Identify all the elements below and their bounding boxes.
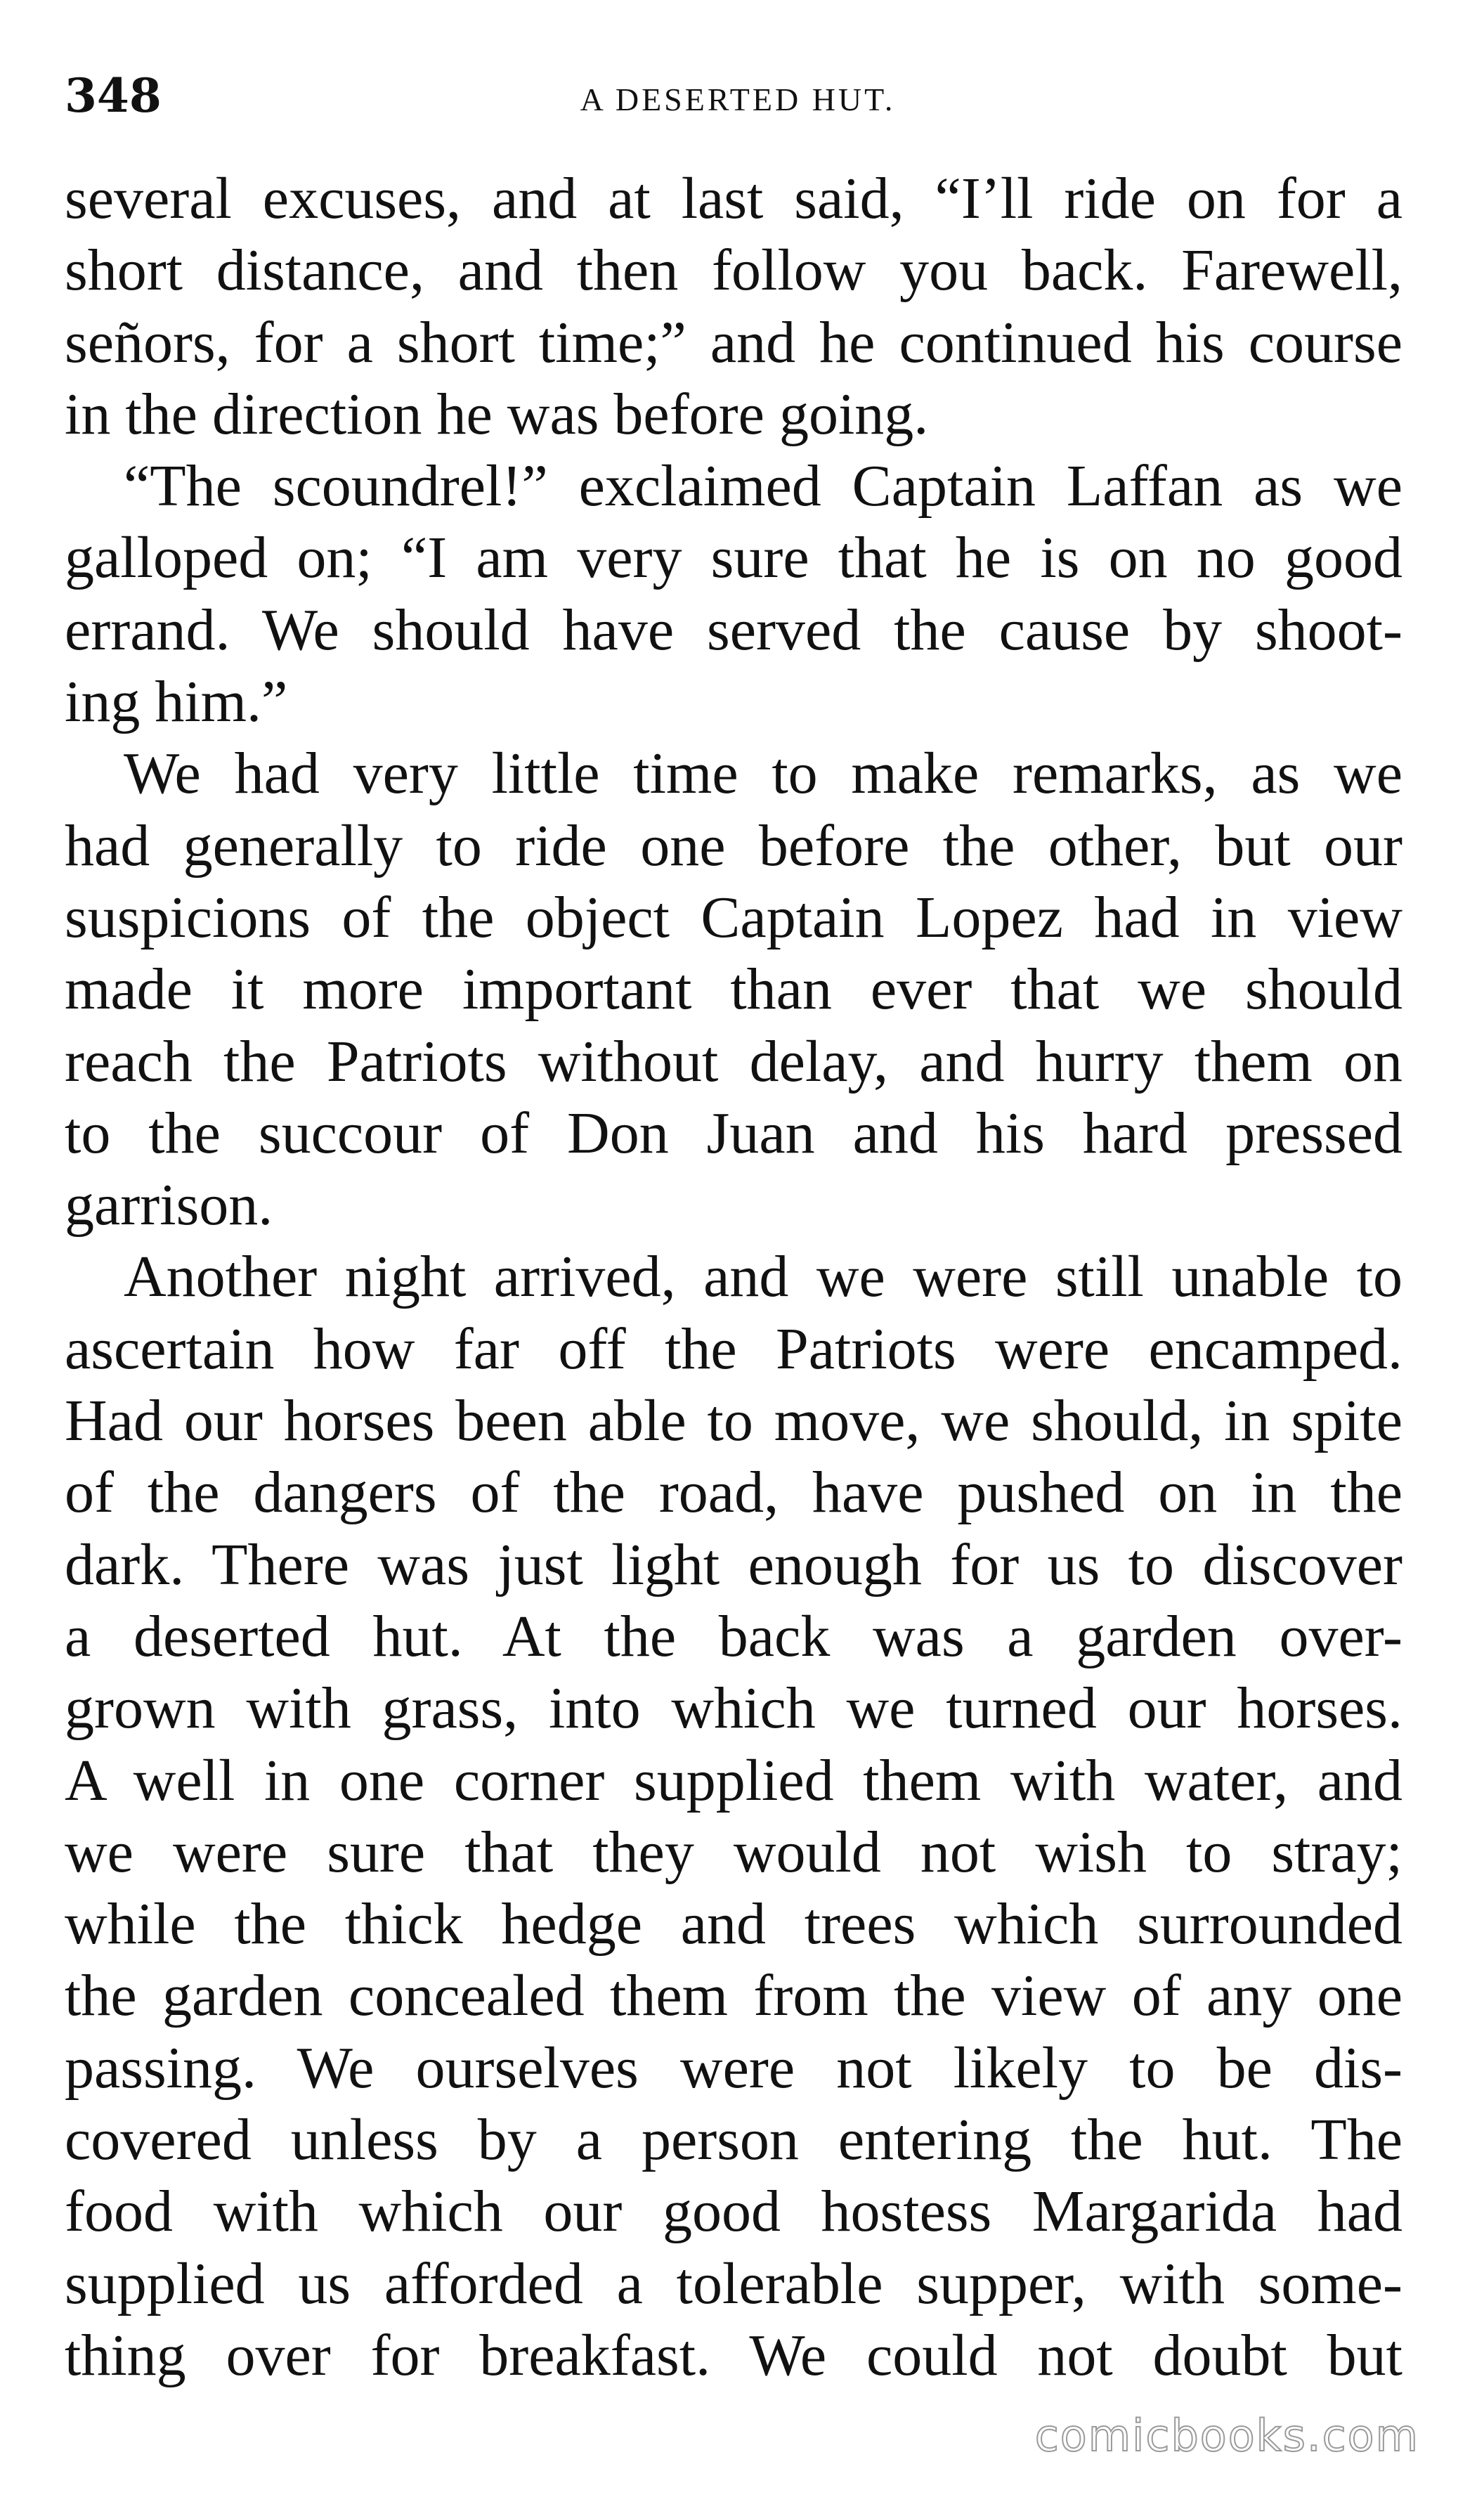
text-line: grown with grass, into which we turned our horses. (65, 1675, 1402, 1742)
text-line: garrison. (65, 1172, 273, 1238)
paragraph-3 (65, 738, 1402, 1241)
text-line: made it more important than ever that we should (65, 957, 1402, 1023)
paragraph-4 (65, 1241, 1402, 2392)
text-line: in the direction he was before going. (65, 381, 929, 447)
text-line (65, 1241, 1402, 1313)
text-line: a deserted hut. At the back was a garden over- (65, 1603, 1402, 1669)
text-line: A well in one corner supplied them with water, and (65, 1747, 1402, 1813)
page-number: 348 (65, 68, 162, 123)
text-line: Had our horses been able to move, we should, in spite (65, 1388, 1402, 1454)
text-line: several excuses, and at last said, “I’ll ride on for a (65, 166, 1402, 231)
text-line: we were sure that they would not wish to stray; (65, 1819, 1402, 1885)
page-header (65, 67, 1411, 124)
text-line: while the thick hedge and trees which surrounded (65, 1891, 1402, 1957)
text-line: suspicions of the object Captain Lopez had in view (65, 884, 1402, 950)
text-line: ascertain how far off the Patriots were encamped. (65, 1316, 1402, 1382)
text-line: covered unless by a person entering the hut. The (65, 2107, 1402, 2173)
text-line: passing. We ourselves were not likely to be dis- (65, 2035, 1402, 2101)
text-line: the garden concealed them from the view of any one (65, 1963, 1402, 2029)
text-line: short distance, and then follow you back. Farewell, (65, 238, 1402, 304)
text-line: errand. We should have served the cause by shoot- (65, 597, 1402, 663)
text-line: food with which our good hostess Margarida had (65, 2179, 1402, 2245)
running-head: A DESERTED HUT. (580, 82, 896, 117)
text-line: of the dangers of the road, have pushed on in the (65, 1460, 1402, 1526)
text-line: thing over for breakfast. We could not doubt but (65, 2322, 1402, 2388)
text-line: señors, for a short time;” and he continued his course (65, 309, 1402, 375)
text-line-content: Another night arrived, and we were still unable to (124, 1244, 1402, 1310)
text-line: reach the Patriots without delay, and hurry them on (65, 1028, 1402, 1094)
text-line: dark. There was just light enough for us to discover (65, 1531, 1402, 1597)
text-line-content: “The scoundrel!” exclaimed Captain Laffan as we (124, 453, 1402, 519)
paragraph-1 (65, 163, 1402, 451)
text-line: galloped on; “I am very sure that he is on no good (65, 525, 1402, 591)
text-line: had generally to ride one before the other, but our (65, 812, 1402, 879)
text-line (65, 451, 1402, 522)
text-line: to the succour of Don Juan and his hard pressed (65, 1100, 1402, 1166)
body-text (65, 163, 1402, 2392)
watermark: comicbooks.com (1034, 2410, 1419, 2461)
text-line: supplied us afforded a tolerable supper, with some- (65, 2250, 1402, 2316)
text-line-content: We had very little time to make remarks, as we (124, 741, 1402, 807)
paragraph-2 (65, 451, 1402, 738)
text-line: ing him.” (65, 669, 288, 735)
text-line (65, 738, 1402, 810)
